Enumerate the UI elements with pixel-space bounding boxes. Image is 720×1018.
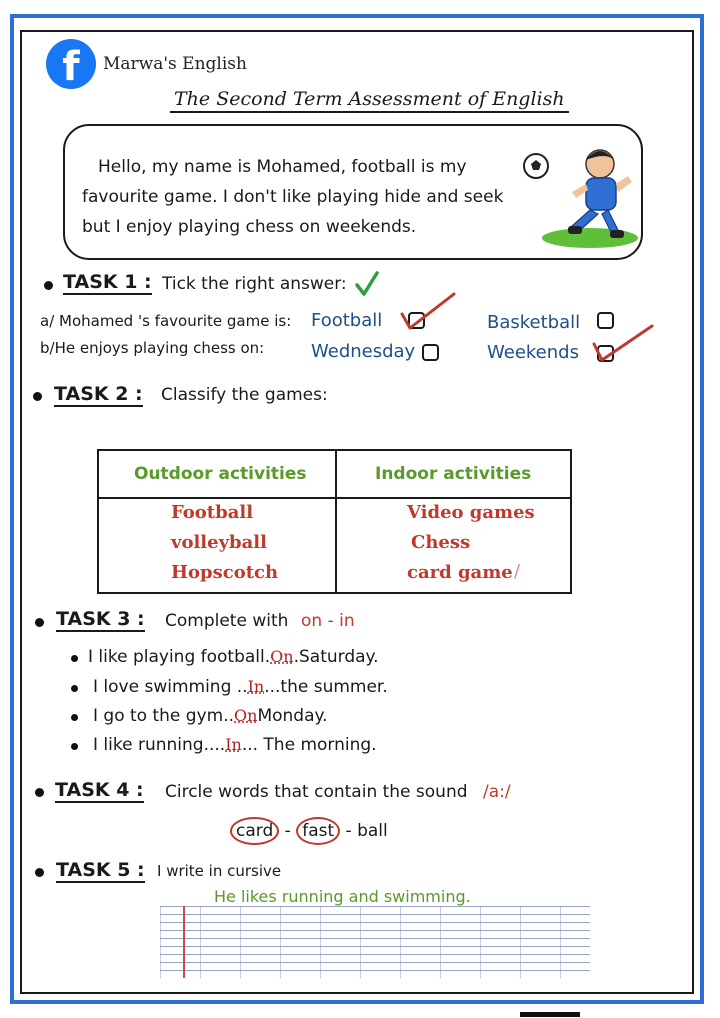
cursive-sentence: He likes running and swimming. xyxy=(214,887,471,906)
task1-bullet xyxy=(44,281,53,290)
checkmark-icon xyxy=(354,270,380,298)
answer-in[interactable]: In xyxy=(247,677,265,696)
task1-instruction: Tick the right answer: xyxy=(162,274,347,294)
list-bullet xyxy=(71,685,78,692)
word-ball[interactable]: ball xyxy=(357,821,388,841)
answer-on[interactable]: On xyxy=(234,706,258,725)
task4-words xyxy=(230,821,388,841)
task3-bullet xyxy=(35,618,44,627)
task3-sentence-4 xyxy=(93,735,377,755)
option-weekends[interactable]: Weekends xyxy=(487,342,579,363)
task4-instruction: Circle words that contain the sound xyxy=(165,782,468,802)
word-separator: - xyxy=(284,821,291,841)
stray-mark: / xyxy=(514,561,521,582)
task5-label: TASK 5 : xyxy=(56,859,145,881)
checkbox-wednesday[interactable] xyxy=(422,344,439,361)
outdoor-cell: Hopscotch xyxy=(171,562,279,583)
answer-in[interactable]: In xyxy=(225,735,242,754)
task5-instruction: I write in cursive xyxy=(157,862,282,880)
sentence-before: I like playing football. xyxy=(88,647,271,667)
intro-text xyxy=(82,152,522,242)
list-bullet xyxy=(71,743,78,750)
task5-bullet xyxy=(35,868,44,877)
task4-label: TASK 4 : xyxy=(55,779,144,801)
task2-instruction: Classify the games: xyxy=(161,385,328,405)
list-bullet xyxy=(71,655,78,662)
indoor-cell: Video games xyxy=(407,502,535,523)
indoor-cell: Chess xyxy=(411,532,471,553)
task1-question-b: b/He enjoys playing chess on: xyxy=(40,339,265,357)
task4-sound: /a:/ xyxy=(483,782,511,802)
table-header-rule xyxy=(97,497,572,499)
task3-label: TASK 3 : xyxy=(56,608,145,630)
task3-sentence-2 xyxy=(93,677,388,697)
task4-bullet xyxy=(35,788,44,797)
outdoor-cell: volleyball xyxy=(171,532,267,553)
task1-question-a: a/ Mohamed 's favourite game is: xyxy=(40,312,292,330)
indoor-cell: card game xyxy=(407,562,513,583)
intro-line: but I enjoy playing chess on weekends. xyxy=(82,217,417,237)
outdoor-cell: Football xyxy=(171,502,254,523)
sentence-before: I go to the gym.. xyxy=(93,706,235,726)
football-player-illustration xyxy=(520,140,640,252)
word-card[interactable]: card xyxy=(230,817,279,845)
list-bullet xyxy=(71,714,78,721)
sentence-before: I love swimming .. xyxy=(93,677,248,697)
answer-on[interactable]: On xyxy=(270,647,294,666)
task1-label: TASK 1 : xyxy=(63,271,152,293)
facebook-icon: f xyxy=(46,39,96,89)
task3-instruction: Complete with xyxy=(165,611,289,631)
task2-label: TASK 2 : xyxy=(54,383,143,405)
table-divider xyxy=(335,449,337,594)
sentence-after: Monday. xyxy=(257,706,328,726)
intro-line: favourite game. I don't like playing hide and seek xyxy=(82,187,504,207)
word-separator: - xyxy=(345,821,352,841)
task2-bullet xyxy=(33,392,42,401)
outdoor-header: Outdoor activities xyxy=(134,464,307,484)
handwriting-lines xyxy=(160,906,590,978)
sentence-after: .Saturday. xyxy=(293,647,379,667)
sentence-after: ...the summer. xyxy=(264,677,388,697)
player-shirt xyxy=(586,178,616,210)
indoor-header: Indoor activities xyxy=(375,464,532,484)
sentence-after: ... The morning. xyxy=(241,735,377,755)
option-football[interactable]: Football xyxy=(311,310,383,331)
task3-choices: on - in xyxy=(301,611,355,631)
task3-sentence-1 xyxy=(88,647,379,667)
word-fast[interactable]: fast xyxy=(296,817,340,845)
option-basketball[interactable]: Basketball xyxy=(487,312,581,333)
red-tick-mark xyxy=(588,318,658,366)
red-tick-mark xyxy=(396,290,460,334)
option-wednesday[interactable]: Wednesday xyxy=(311,341,416,362)
margin-line xyxy=(183,906,185,978)
brand-name: Marwa's English xyxy=(103,54,247,74)
footer-bar xyxy=(520,1012,580,1017)
page-title: The Second Term Assessment of English xyxy=(170,88,569,113)
task3-sentence-3 xyxy=(93,706,328,726)
sentence-before: I like running.... xyxy=(93,735,226,755)
intro-line: Hello, my name is Mohamed, football is my xyxy=(98,157,467,177)
grass xyxy=(542,228,638,248)
